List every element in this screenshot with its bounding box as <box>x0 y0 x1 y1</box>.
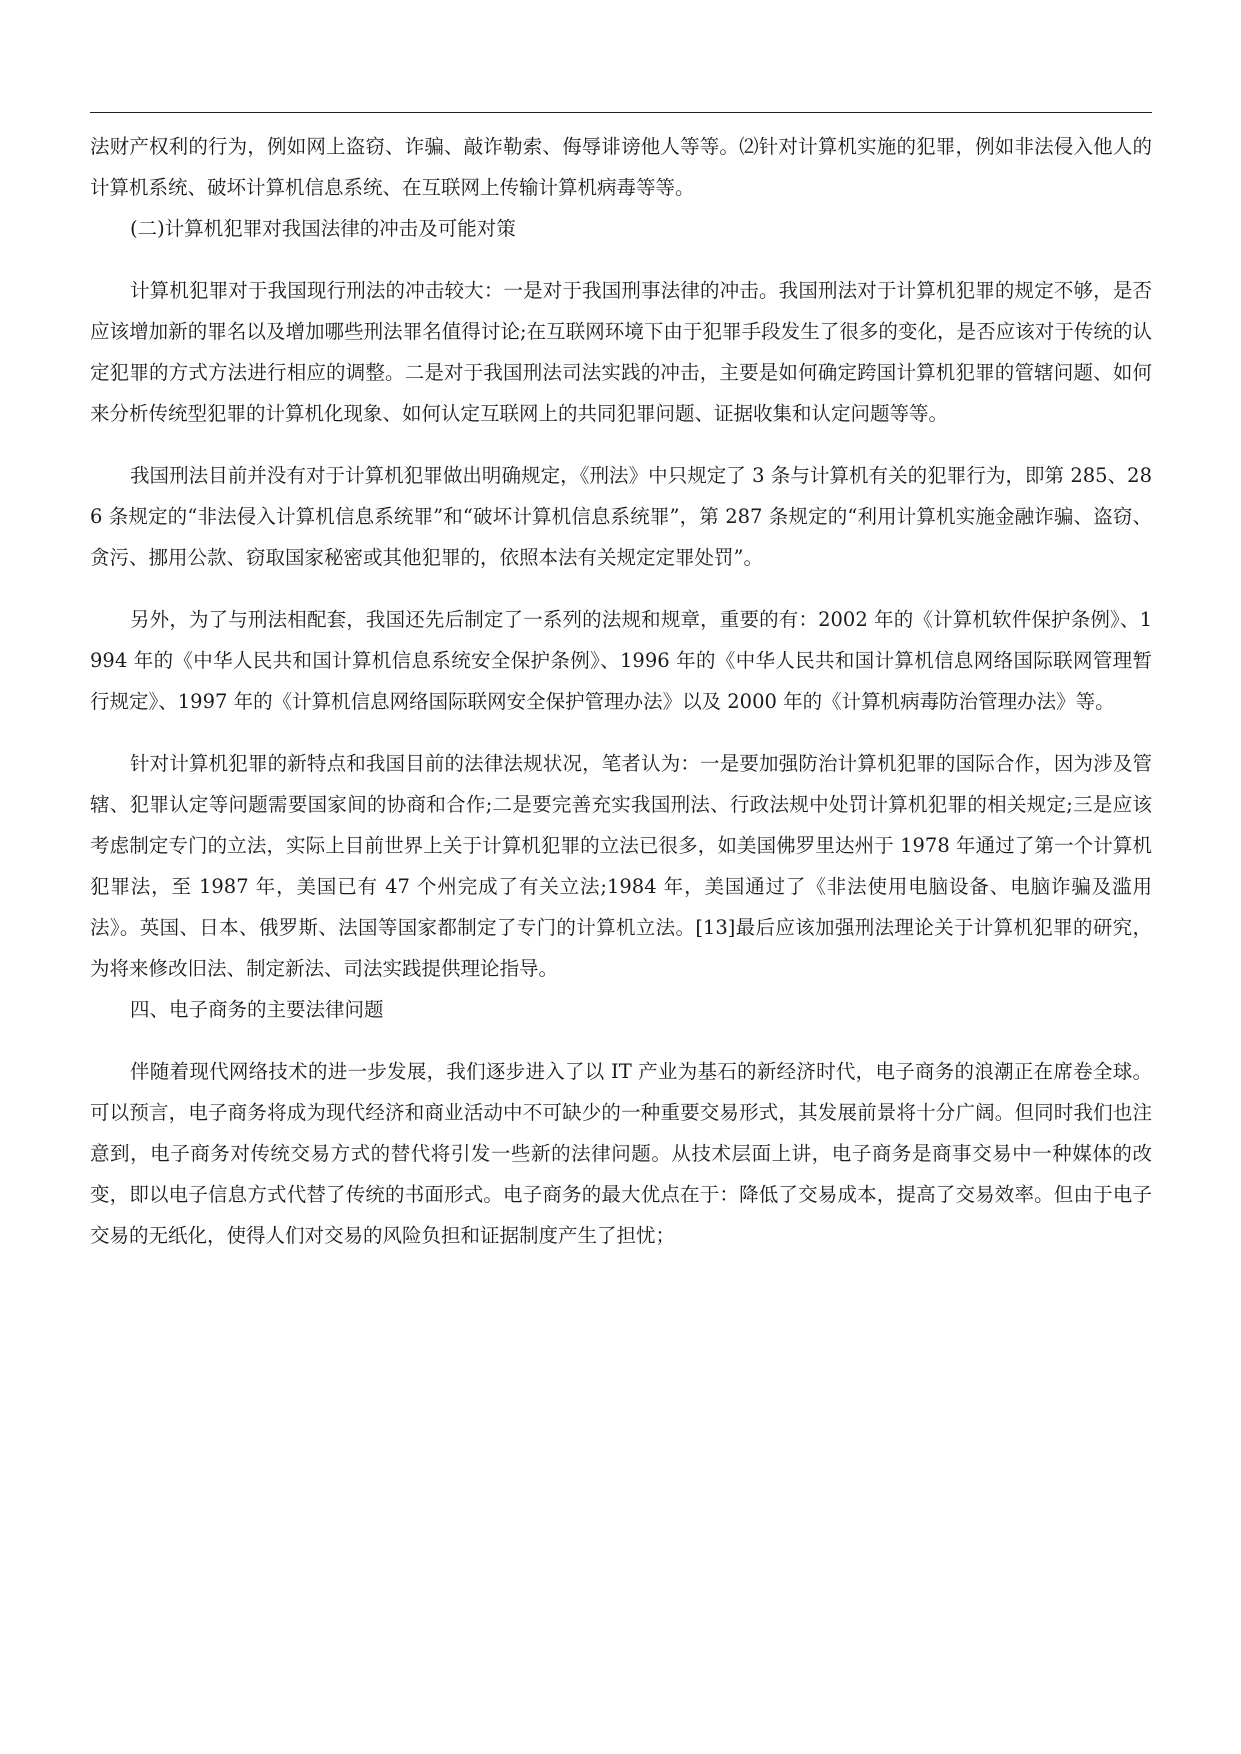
paragraph-criminal-law-provisions: 我国刑法目前并没有对于计算机犯罪做出明确规定，《刑法》中只规定了 3 条与计算机有关的犯罪行为，即第 285、286 条规定的“非法侵入计算机信息系统罪”和“破坏计算机信息系统罪”，第 287 条规定的“利用计算机实施金融诈骗、盗窃、贪污、挪用公款、窃取国家秘密或其他犯罪的，依照本法有关规定定罪处罚”。 <box>90 464 1152 569</box>
header-rule <box>90 112 1152 113</box>
paragraph-impact-on-criminal-law: 计算机犯罪对于我国现行刑法的冲击较大：一是对于我国刑事法律的冲击。我国刑法对于计算机犯罪的规定不够，是否应该增加新的罪名以及增加哪些刑法罪名值得讨论;在互联网环境下由于犯罪手段发生了很多的变化，是否应该对于传统的认定犯罪的方式方法进行相应的调整。二是对于我国刑法司法实践的冲击，主要是如何确定跨国计算机犯罪的管辖问题、如何来分析传统型犯罪的计算机化现象、如何认定互联网上的共同犯罪问题、证据收集和认定问题等等。 <box>90 279 1152 425</box>
paragraph-countermeasures: 针对计算机犯罪的新特点和我国目前的法律法规状况，笔者认为：一是要加强防治计算机犯罪的国际合作，因为涉及管辖、犯罪认定等问题需要国家间的协商和合作;二是要完善充实我国刑法、行政法规中处罚计算机犯罪的相关规定;三是应该考虑制定专门的立法，实际上目前世界上关于计算机犯罪的立法已很多，如美国佛罗里达州于 1978 年通过了第一个计算机犯罪法，至 1987 年，美国已有 47 个州完成了有关立法;1984 年，美国通过了《非法使用电脑设备、电脑诈骗及滥用法》。英国、日本、俄罗斯、法国等国家都制定了专门的计算机立法。[13]最后应该加强刑法理论关于计算机犯罪的研究，为将来修改旧法、制定新法、司法实践提供理论指导。 <box>90 752 1152 980</box>
paragraph-regulations: 另外，为了与刑法相配套，我国还先后制定了一系列的法规和规章，重要的有：2002 年的《计算机软件保护条例》、1994 年的《中华人民共和国计算机信息系统安全保护条例》、1996 年的《中华人民共和国计算机信息网络国际联网管理暂行规定》、1997 年的《计算机信息网络国际联网安全保护管理办法》以及 2000 年的《计算机病毒防治管理办法》等。 <box>90 608 1152 713</box>
section-heading-impact: (二)计算机犯罪对我国法律的冲击及可能对策 <box>130 217 516 240</box>
section-heading-ecommerce: 四、电子商务的主要法律问题 <box>130 998 384 1021</box>
paragraph-ecommerce: 伴随着现代网络技术的进一步发展，我们逐步进入了以 IT 产业为基石的新经济时代，电子商务的浪潮正在席卷全球。可以预言，电子商务将成为现代经济和商业活动中不可缺少的一种重要交易形式，其发展前景将十分广阔。但同时我们也注意到，电子商务对传统交易方式的替代将引发一些新的法律问题。从技术层面上讲，电子商务是商事交易中一种媒体的改变，即以电子信息方式代替了传统的书面形式。电子商务的最大优点在于：降低了交易成本，提高了交易效率。但由于电子交易的无纸化，使得人们对交易的风险负担和证据制度产生了担忧； <box>90 1060 1152 1247</box>
document-body <box>90 126 1152 1256</box>
paragraph-continued: 法财产权利的行为，例如网上盗窃、诈骗、敲诈勒索、侮辱诽谤他人等等。⑵针对计算机实施的犯罪，例如非法侵入他人的计算机系统、破坏计算机信息系统、在互联网上传输计算机病毒等等。 <box>90 135 1152 199</box>
